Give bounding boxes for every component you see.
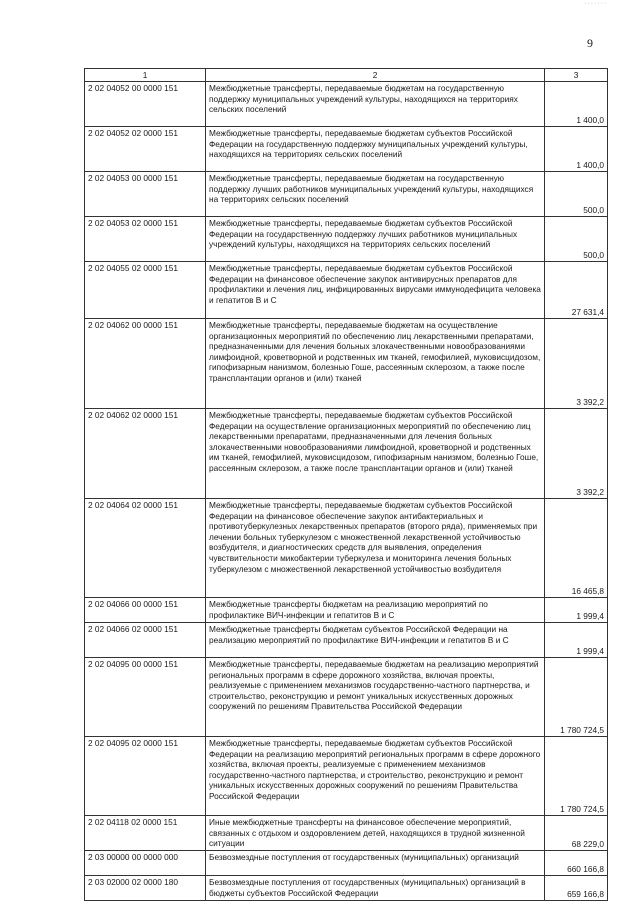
row-code: 2 02 04062 02 0000 151	[85, 409, 206, 499]
row-code: 2 02 04095 02 0000 151	[85, 737, 206, 816]
table-row	[85, 127, 608, 172]
table-row	[85, 851, 608, 876]
row-description: Межбюджетные трансферты, передаваемые бюджетам субъектов Российской Федерации на финансовое обеспечение закупок антибактериальных и противотуберкулезных лекарственных препаратов (второго ряда), применяемых при лечении больных туберкулезом с множественной лекарственной устойчивостью возбудителя, и диагностических средств для выявления, определения чувствительности микобактерии туберкулеза и мониторинга лечения больных туберкулезом с множественной лекарственной устойчивостью возбудителя	[206, 499, 545, 598]
row-amount: 16 465,8	[545, 499, 608, 598]
table-header-row	[85, 69, 608, 82]
row-amount: 1 400,0	[545, 82, 608, 127]
corner-mark: ·······	[584, 0, 608, 7]
row-code: 2 02 04066 02 0000 151	[85, 623, 206, 658]
column-header-code: 1	[85, 69, 206, 82]
row-code: 2 02 04118 02 0000 151	[85, 816, 206, 851]
row-amount: 1 780 724,5	[545, 658, 608, 737]
row-description: Межбюджетные трансферты, передаваемые бюджетам субъектов Российской Федерации на государственную поддержку лучших работников муниципальных учреждений культуры, находящихся на территориях сельских поселений	[206, 217, 545, 262]
row-description: Межбюджетные трансферты, передаваемые бюджетам субъектов Российской Федерации на государственную поддержку муниципальных учреждений культуры, находящихся на территориях сельских поселений	[206, 127, 545, 172]
row-description: Межбюджетные трансферты, передаваемые бюджетам на государственную поддержку муниципальных учреждений культуры, находящихся на территориях сельских поселений	[206, 82, 545, 127]
row-description: Межбюджетные трансферты, передаваемые бюджетам на реализацию мероприятий региональных программ в сфере дорожного хозяйства, включая проекты, реализуемые с применением механизмов государственно-частного партнерства, и строительство, реконструкцию и ремонт уникальных искусственных дорожных сооружений по решениям Правительства Российской Федерации	[206, 658, 545, 737]
table-row	[85, 658, 608, 737]
table-row	[85, 737, 608, 816]
row-description: Межбюджетные трансферты, передаваемые бюджетам на осуществление организационных мероприятий по обеспечению лиц лекарственными препаратами, предназначенными для лечения больных злокачественными новообразованиями лимфоидной, кроветворной и родственных им тканей, гемофилией, муковисцидозом, гипофизарным нанизмом, болезнью Гоше, рассеянным склерозом, а также после трансплантации органов и (или) тканей	[206, 319, 545, 409]
table-row	[85, 172, 608, 217]
row-code: 2 02 04064 02 0000 151	[85, 499, 206, 598]
row-amount: 1 780 724,5	[545, 737, 608, 816]
table-row	[85, 262, 608, 319]
table-row	[85, 499, 608, 598]
row-code: 2 03 02000 02 0000 180	[85, 876, 206, 901]
row-amount: 659 166,8	[545, 876, 608, 901]
row-code: 2 02 04053 02 0000 151	[85, 217, 206, 262]
table-row	[85, 876, 608, 901]
table-row	[85, 217, 608, 262]
page-number: 9	[587, 36, 593, 50]
table-row	[85, 319, 608, 409]
row-amount: 1 999,4	[545, 623, 608, 658]
row-amount: 68 229,0	[545, 816, 608, 851]
row-code: 2 02 04055 02 0000 151	[85, 262, 206, 319]
row-description: Межбюджетные трансферты, передаваемые бюджетам субъектов Российской Федерации на осуществление организационных мероприятий по обеспечению лиц лекарственными препаратами, предназначенными для лечения больных злокачественными новообразованиями лимфоидной, кроветворной и родственных им тканей, гемофилией, муковисцидозом, гипофизарным нанизмом, болезнью Гоше, рассеянным склерозом, а также после трансплантации органов и (или) тканей	[206, 409, 545, 499]
row-amount: 3 392,2	[545, 319, 608, 409]
row-amount: 1 400,0	[545, 127, 608, 172]
row-description: Безвозмездные поступления от государственных (муниципальных) организаций в бюджеты субъектов Российской Федерации	[206, 876, 545, 901]
table-row	[85, 82, 608, 127]
budget-table	[84, 68, 608, 901]
column-header-description: 2	[206, 69, 545, 82]
row-amount: 660 166,8	[545, 851, 608, 876]
table-row	[85, 598, 608, 623]
column-header-amount: 3	[545, 69, 608, 82]
row-description: Межбюджетные трансферты бюджетам на реализацию мероприятий по профилактике ВИЧ-инфекции и гепатитов В и С	[206, 598, 545, 623]
table-row	[85, 623, 608, 658]
row-amount: 500,0	[545, 217, 608, 262]
row-description: Безвозмездные поступления от государственных (муниципальных) организаций	[206, 851, 545, 876]
row-code: 2 03 00000 00 0000 000	[85, 851, 206, 876]
row-description: Межбюджетные трансферты, передаваемые бюджетам субъектов Российской Федерации на реализацию мероприятий региональных программ в сфере дорожного хозяйства, включая проекты, реализуемые с применением механизмов государственно-частного партнерства, и строительство, реконструкцию и ремонт уникальных искусственных дорожных сооружений по решениям Правительства Российской Федерации	[206, 737, 545, 816]
row-description: Иные межбюджетные трансферты на финансовое обеспечение мероприятий, связанных с отдыхом и оздоровлением детей, находящихся в трудной жизненной ситуации	[206, 816, 545, 851]
row-description: Межбюджетные трансферты, передаваемые бюджетам на государственную поддержку лучших работников муниципальных учреждений культуры, находящихся на территориях сельских поселений	[206, 172, 545, 217]
row-code: 2 02 04095 00 0000 151	[85, 658, 206, 737]
row-amount: 3 392,2	[545, 409, 608, 499]
row-code: 2 02 04066 00 0000 151	[85, 598, 206, 623]
table-row	[85, 816, 608, 851]
row-code: 2 02 04052 00 0000 151	[85, 82, 206, 127]
row-amount: 500,0	[545, 172, 608, 217]
row-code: 2 02 04062 00 0000 151	[85, 319, 206, 409]
row-description: Межбюджетные трансферты бюджетам субъектов Российской Федерации на реализацию мероприятий по профилактике ВИЧ-инфекции и гепатитов В и С	[206, 623, 545, 658]
row-amount: 27 631,4	[545, 262, 608, 319]
row-code: 2 02 04052 02 0000 151	[85, 127, 206, 172]
row-code: 2 02 04053 00 0000 151	[85, 172, 206, 217]
row-amount: 1 999,4	[545, 598, 608, 623]
table-row	[85, 409, 608, 499]
row-description: Межбюджетные трансферты, передаваемые бюджетам субъектов Российской Федерации на финансовое обеспечение закупок антивирусных препаратов для профилактики и лечения лиц, инфицированных вирусами иммунодефицита человека и гепатитов В и С	[206, 262, 545, 319]
